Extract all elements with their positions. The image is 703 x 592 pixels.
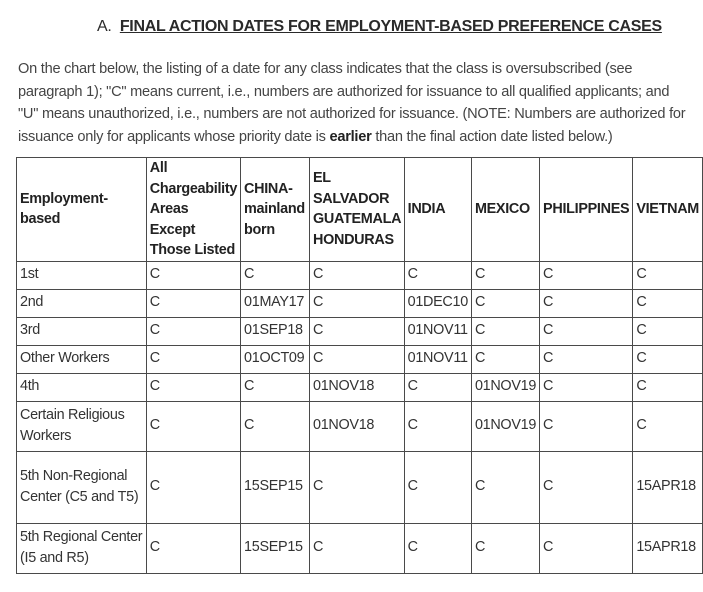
table-cell: C — [404, 373, 471, 401]
row-label: Certain Religious Workers — [17, 401, 147, 451]
table-cell: C — [471, 261, 539, 289]
table-row — [17, 401, 703, 451]
table-cell: C — [540, 523, 633, 573]
table-cell: C — [540, 401, 633, 451]
table-cell: 15APR18 — [633, 451, 703, 523]
table-cell: C — [404, 401, 471, 451]
table-cell: C — [471, 451, 539, 523]
table-row — [17, 373, 703, 401]
row-label: 2nd — [17, 289, 147, 317]
table-cell: C — [146, 345, 240, 373]
row-label: 5th Non-Regional Center (C5 and T5) — [17, 451, 147, 523]
row-label: 4th — [17, 373, 147, 401]
table-cell: C — [471, 345, 539, 373]
table-cell: C — [146, 261, 240, 289]
intro-emphasis: earlier — [329, 128, 372, 145]
table-cell: C — [310, 261, 405, 289]
table-cell: C — [633, 373, 703, 401]
table-row — [17, 345, 703, 373]
table-cell: C — [633, 289, 703, 317]
table-cell: C — [310, 317, 405, 345]
row-label: 5th Regional Center (I5 and R5) — [17, 523, 147, 573]
table-cell: C — [404, 451, 471, 523]
column-header: All Chargeability Areas Except Those Listed — [146, 158, 240, 262]
intro-paragraph — [18, 58, 690, 148]
table-row — [17, 261, 703, 289]
table-cell: C — [404, 261, 471, 289]
table-cell: 01NOV11 — [404, 317, 471, 345]
table-cell: C — [310, 451, 405, 523]
table-cell: C — [540, 451, 633, 523]
table-cell: C — [310, 345, 405, 373]
table-cell: C — [540, 345, 633, 373]
table-row — [17, 317, 703, 345]
table-cell: C — [146, 317, 240, 345]
table-header-row — [17, 158, 703, 262]
final-action-dates-table — [16, 157, 703, 574]
section-title: FINAL ACTION DATES FOR EMPLOYMENT-BASED PREFERENCE CASES — [119, 18, 662, 35]
section-heading — [97, 18, 662, 36]
table-cell: 01DEC10 — [404, 289, 471, 317]
table-cell: 15APR18 — [633, 523, 703, 573]
table-cell: 01NOV19 — [471, 401, 539, 451]
table-cell: C — [471, 523, 539, 573]
table-cell: 01SEP18 — [241, 317, 310, 345]
row-label: 3rd — [17, 317, 147, 345]
row-label: 1st — [17, 261, 147, 289]
table-cell: C — [241, 261, 310, 289]
section-letter: A. — [97, 18, 112, 35]
table-cell: 01NOV18 — [310, 373, 405, 401]
column-header: Employment-based — [17, 158, 147, 262]
column-header: CHINA-mainland born — [241, 158, 310, 262]
intro-text-before: On the chart below, the listing of a date for any class indicates that the class is oversubscribed (see paragraph 1); "C" means current, i.e., numbers are authorized for issuance to all qualified applicants; and "U" means unauthorized, i.e., numbers are not authorized for issuance. (NOTE: Numbers are authorized for issuance only for applicants whose priority date is — [18, 61, 686, 145]
column-header: PHILIPPINES — [540, 158, 633, 262]
table-cell: C — [471, 289, 539, 317]
table-cell: 01NOV19 — [471, 373, 539, 401]
column-header: MEXICO — [471, 158, 539, 262]
table-cell: C — [540, 373, 633, 401]
table-cell: C — [404, 523, 471, 573]
table-cell: C — [633, 401, 703, 451]
table-cell: C — [146, 373, 240, 401]
table-cell: C — [633, 345, 703, 373]
table-cell: C — [146, 401, 240, 451]
table-cell: C — [146, 523, 240, 573]
table-cell: 01MAY17 — [241, 289, 310, 317]
table-cell: C — [540, 289, 633, 317]
table-cell: 01NOV18 — [310, 401, 405, 451]
column-header: VIETNAM — [633, 158, 703, 262]
table-cell: C — [146, 289, 240, 317]
table-row — [17, 289, 703, 317]
table-cell: C — [540, 261, 633, 289]
table-cell: 15SEP15 — [241, 451, 310, 523]
table-cell: 01OCT09 — [241, 345, 310, 373]
table-row — [17, 523, 703, 573]
table-cell: C — [310, 289, 405, 317]
table-cell: C — [241, 401, 310, 451]
table-cell: C — [633, 317, 703, 345]
table-cell: C — [310, 523, 405, 573]
intro-text-after: than the final action date listed below.) — [371, 128, 613, 145]
table-cell: C — [146, 451, 240, 523]
table-cell: C — [540, 317, 633, 345]
table-cell: C — [471, 317, 539, 345]
column-header: EL SALVADOR GUATEMALA HONDURAS — [310, 158, 405, 262]
table-cell: C — [241, 373, 310, 401]
table-cell: C — [633, 261, 703, 289]
row-label: Other Workers — [17, 345, 147, 373]
column-header: INDIA — [404, 158, 471, 262]
table-row — [17, 451, 703, 523]
table-cell: 01NOV11 — [404, 345, 471, 373]
table-cell: 15SEP15 — [241, 523, 310, 573]
